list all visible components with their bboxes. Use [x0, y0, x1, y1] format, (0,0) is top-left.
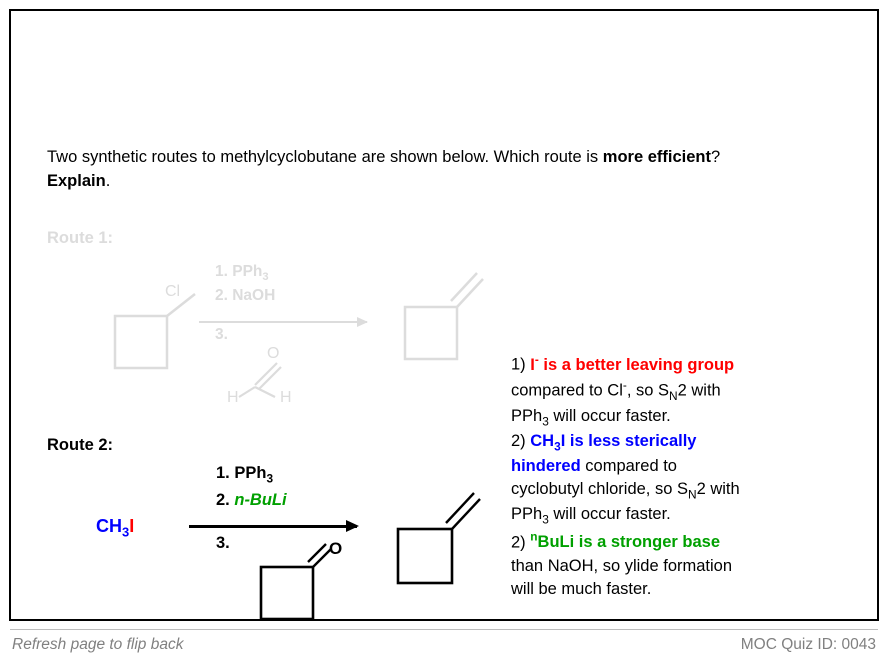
route-1-cond-1-sub: 3	[262, 271, 269, 284]
question-bold-explain: Explain	[47, 171, 106, 190]
explanation-item-3: 2) $^n$BuLi is a stronger base than NaOH, so ylide formation will be much faster.	[511, 529, 733, 598]
explanation-item-1-highlight: I- is a better leaving group	[530, 352, 735, 374]
route-2-cond-2-number: 2.	[216, 491, 235, 510]
explanation-item-3-number: 2)	[511, 533, 531, 552]
route-1-conditions-3: 3.	[215, 326, 228, 343]
question-text	[47, 146, 747, 194]
question-end: .	[105, 171, 111, 190]
route-1-cond-1-text: 1. PPh	[215, 263, 263, 280]
question-line-1: Two synthetic routes to methylcyclobutane are shown below. Which route is	[47, 148, 599, 166]
formaldehyde-oxygen-label: O	[267, 345, 280, 362]
route-1-label: Route 1:	[47, 229, 113, 247]
explanation-text	[511, 351, 881, 601]
route-2-reagent-methyl-iodide	[96, 516, 134, 540]
route-2-cond-1-text: 1. PPh	[216, 464, 267, 482]
route-1-reaction-arrow	[199, 321, 367, 323]
explanation-item-2-highlight: $CH_3I$ is less sterically	[530, 431, 697, 454]
route-1-chloride-label: Cl	[165, 283, 181, 300]
methyl-iodide-sub: 3	[122, 524, 130, 540]
route-2-label: Route 2:	[47, 436, 113, 454]
quiz-card	[9, 9, 879, 621]
methyl-iodide-i: I	[129, 516, 135, 536]
formaldehyde-h-left-label: H	[227, 389, 239, 406]
question-bold-more-efficient: more efficient	[602, 148, 711, 166]
formaldehyde-h-right-label: H	[280, 389, 292, 406]
methylenecyclobutane-product	[386, 481, 506, 591]
route-1-cond-2-text: 2. NaOH	[215, 287, 276, 305]
explanation-item-1-number: 1)	[511, 355, 531, 374]
explanation-item-3-highlight: $^n$BuLi is a stronger base	[530, 529, 720, 552]
methylenecyclobutane-product-faded	[387, 249, 507, 369]
methyl-iodide-ch: CH	[96, 516, 122, 536]
route-2-conditions-1-2	[216, 461, 287, 513]
route-2-cond-1-sub: 3	[266, 471, 274, 486]
footer-refresh-note: Refresh page to flip back	[12, 636, 184, 653]
route-2-reaction-arrow	[189, 525, 357, 528]
question-mid: ?	[710, 148, 721, 166]
cyclobutanone-oxygen-label: O	[329, 539, 343, 558]
explanation-item-2: 2) $CH_3I$ is less sterically hindered compared to cyclobutyl chloride, so $S_N2$ with PPh$_3$ will occur faster.	[511, 431, 740, 527]
explanation-item-2-highlight-2: hindered	[511, 456, 581, 475]
footer-divider	[10, 629, 878, 630]
explanation-item-1: 1) I- is a better leaving group compared to Cl-, so $S_N2$ with PPh$_3$ will occur faster.	[511, 352, 735, 428]
cyclobutanone-structure	[251, 539, 361, 629]
route-2-cond-2-text: n-BuLi	[234, 491, 287, 510]
route-1-scheme	[37, 221, 517, 411]
explanation-item-1-rest-a: compared to Cl	[511, 381, 623, 400]
footer-quiz-id: MOC Quiz ID: 0043	[740, 636, 876, 653]
route-2-conditions-3: 3.	[216, 534, 230, 552]
route-1-conditions-1-2	[215, 261, 275, 308]
explanation-item-2-number: 2)	[511, 431, 531, 450]
